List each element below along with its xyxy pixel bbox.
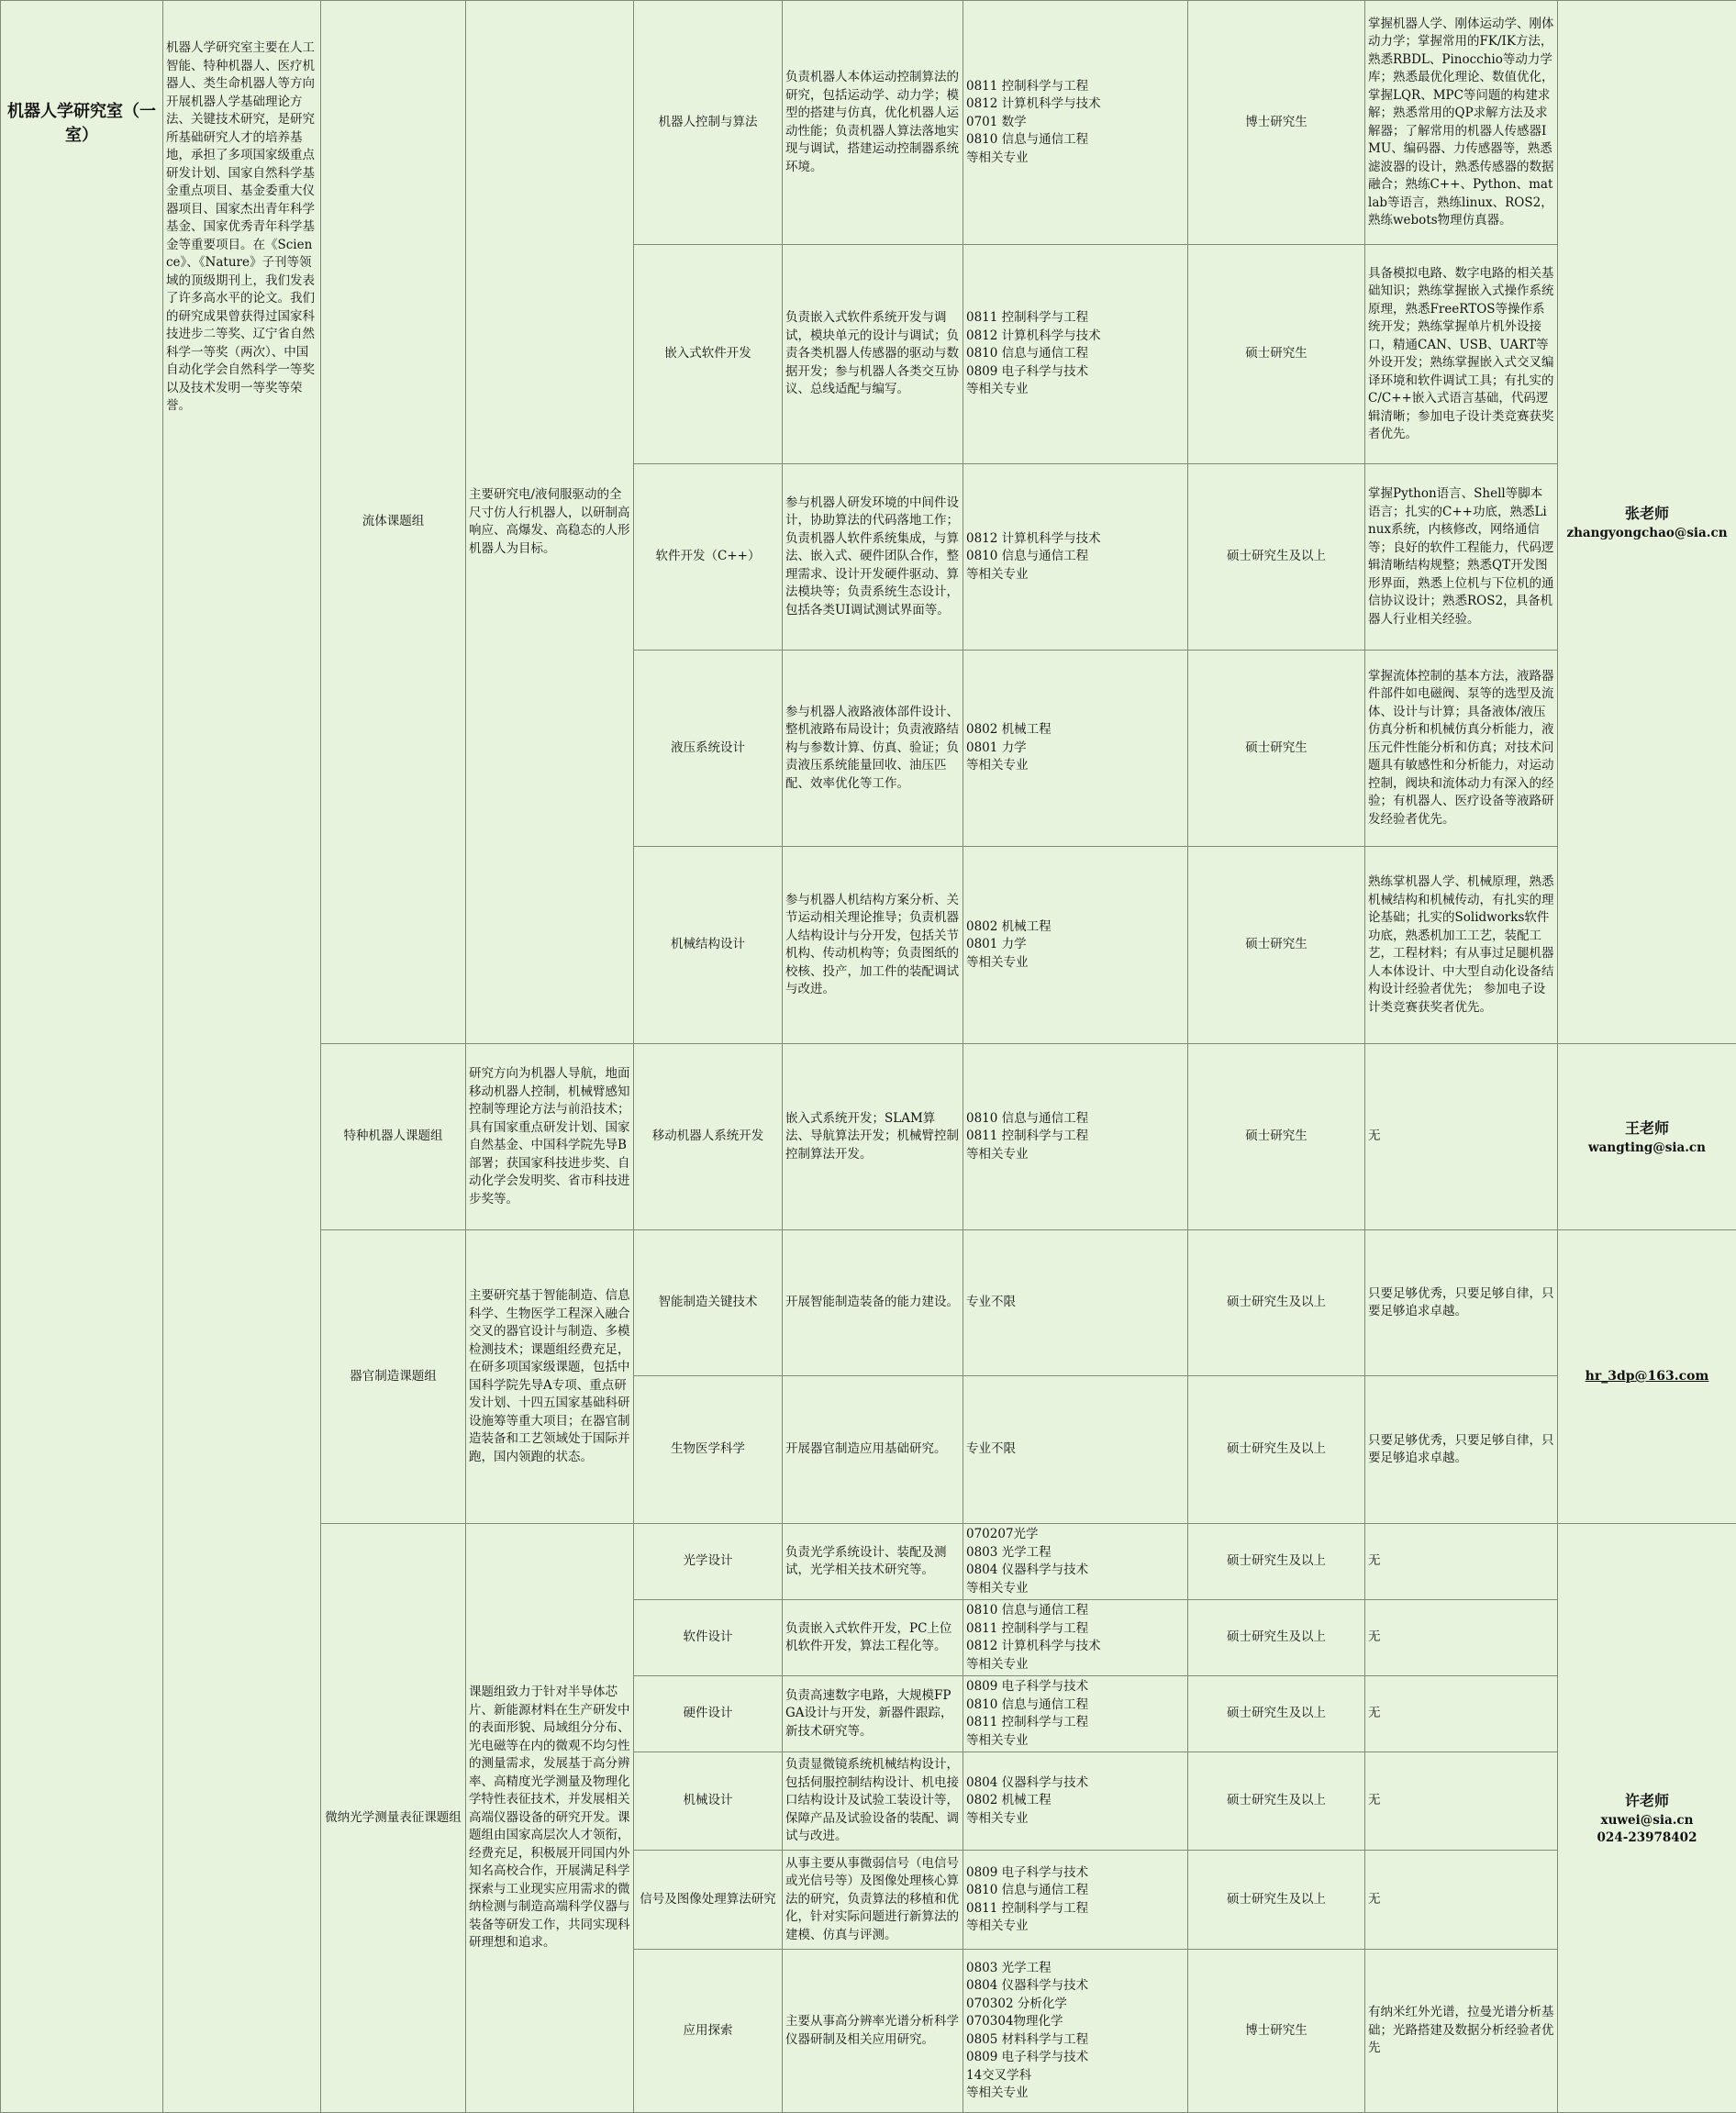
group-desc: 研究方向为机器人导航，地面移动机器人控制，机械臂感知控制等理论方法与前沿技术；具有国家重点研发计划、国家自然基金、中国科学院先导B部署；获国家科技进步奖、自动化学会发明奖、省市科技进步奖等。 bbox=[466, 1044, 634, 1230]
lab-intro: 机器人学研究室主要在人工智能、特种机器人、医疗机器人、类生命机器人等方向开展机器人学基础理论方法、关键技术研究，是研究所基础研究人才的培养基地，承担了多项国家级重点研发计划、国家自然科学基金重点项目、基金委重大仪器项目、国家杰出青年科学基金、国家优秀青年科学基金等重要项目。在《Science》、《Nature》子刊等领域的顶级期刊上，我们发表了许多高水平的论文。我们的研究成果曾获得过国家科技进步二等奖、辽宁省自然科学一等奖（两次）、中国自动化学会自然科学一等奖以及技术发明一等奖等荣誉。 bbox=[163, 1, 321, 2113]
position-duty: 开展智能制造装备的能力建设。 bbox=[783, 1230, 963, 1376]
position-degree: 博士研究生 bbox=[1188, 1950, 1365, 2113]
group-name: 微纳光学测量表征课题组 bbox=[321, 1524, 466, 2113]
position-title: 硬件设计 bbox=[634, 1676, 783, 1752]
position-major: 0812 计算机科学与技术 0810 信息与通信工程 等相关专业 bbox=[963, 464, 1188, 651]
position-major: 070207光学 0803 光学工程 0804 仪器科学与技术 等相关专业 bbox=[963, 1524, 1188, 1600]
position-duty: 负责光学系统设计、装配及测试，光学相关技术研究等。 bbox=[783, 1524, 963, 1600]
position-title: 智能制造关键技术 bbox=[634, 1230, 783, 1376]
position-degree: 硕士研究生 bbox=[1188, 1044, 1365, 1230]
position-major: 0804 仪器科学与技术 0802 机械工程 等相关专业 bbox=[963, 1752, 1188, 1851]
position-duty: 嵌入式系统开发；SLAM算法、导航算法开发；机械臂控制控制算法开发。 bbox=[783, 1044, 963, 1230]
position-duty: 参与机器人研发环境的中间件设计，协助算法的代码落地工作；负责机器人软件系统集成，与算法、嵌入式、硬件团队合作，整理需求、设计开发硬件驱动、算法模块等；负责系统生态设计，包括各类UI调试测试界面等。 bbox=[783, 464, 963, 651]
position-major: 0802 机械工程 0801 力学 等相关专业 bbox=[963, 847, 1188, 1044]
position-requirement: 只要足够优秀，只要足够自律，只要足够追求卓越。 bbox=[1365, 1376, 1558, 1524]
lab-name: 机器人学研究室（一室） bbox=[1, 1, 163, 2113]
position-degree: 硕士研究生及以上 bbox=[1188, 1752, 1365, 1851]
position-degree: 硕士研究生及以上 bbox=[1188, 1851, 1365, 1950]
position-degree: 硕士研究生及以上 bbox=[1188, 1524, 1365, 1600]
position-requirement: 掌握流体控制的基本方法，液路器件部件如电磁阀、泵等的选型及流体、设计与计算；具备液体/液压仿真分析和机械仿真分析能力，液压元件性能分析和仿真；对技术问题具有敏感性和分析能力，对运动控制，阀块和流体动力有深入的经验；有机器人、医疗设备等液路研发经验者优先。 bbox=[1365, 651, 1558, 847]
position-degree: 硕士研究生 bbox=[1188, 651, 1365, 847]
position-major: 0810 信息与通信工程 0811 控制科学与工程 等相关专业 bbox=[963, 1044, 1188, 1230]
position-requirement: 无 bbox=[1365, 1851, 1558, 1950]
position-major: 0811 控制科学与工程 0812 计算机科学与技术 0701 数学 0810 信息与通信工程 等相关专业 bbox=[963, 1, 1188, 245]
position-major: 专业不限 bbox=[963, 1376, 1188, 1524]
position-requirement: 无 bbox=[1365, 1752, 1558, 1851]
position-requirement: 无 bbox=[1365, 1044, 1558, 1230]
position-requirement: 无 bbox=[1365, 1676, 1558, 1752]
position-major: 0803 光学工程 0804 仪器科学与技术 070302 分析化学 070304物理化学 0805 材料科学与工程 0809 电子科学与技术 14交叉学科 等相关专业 bbox=[963, 1950, 1188, 2113]
position-title: 机械结构设计 bbox=[634, 847, 783, 1044]
position-requirement: 无 bbox=[1365, 1524, 1558, 1600]
position-major: 0811 控制科学与工程 0812 计算机科学与技术 0810 信息与通信工程 0809 电子科学与技术 等相关专业 bbox=[963, 245, 1188, 464]
contact-name: 许老师 bbox=[1561, 1790, 1733, 1812]
position-duty: 参与机器人液路液体部件设计、整机液路布局设计；负责液路结构与参数计算、仿真、验证；负责液压系统能量回收、油压匹配、效率优化等工作。 bbox=[783, 651, 963, 847]
position-major: 专业不限 bbox=[963, 1230, 1188, 1376]
position-degree: 硕士研究生及以上 bbox=[1188, 1600, 1365, 1676]
group-desc: 课题组致力于针对半导体芯片、新能源材料在生产研发中的表面形貌、局域组分分布、光电磁等在内的微观不均匀性的测量需求，发展基于高分辨率、高精度光学测量及物理化学特性表征技术，并发展相关高端仪器设备的研究开发。课题组由国家高层次人才领衔，经费充足，积极展开同国内外知名高校合作，开展满足科学探索与工业现实应用需求的微纳检测与制造高端科学仪器与装备等研发工作，共同实现科研理想和追求。 bbox=[466, 1524, 634, 2113]
position-duty: 主要从事高分辨率光谱分析科学仪器研制及相关应用研究。 bbox=[783, 1950, 963, 2113]
group-contact bbox=[1558, 1, 1736, 1044]
group-name: 流体课题组 bbox=[321, 1, 466, 1044]
position-degree: 硕士研究生 bbox=[1188, 847, 1365, 1044]
contact-email[interactable]: zhangyongchao@sia.cn bbox=[1561, 525, 1733, 542]
position-duty: 参与机器人机结构方案分析、关节运动相关理论推导；负责机器人结构设计与分开发，包括关节机构、传动机构等；负责图纸的校核、投产，加工件的装配调试与改进。 bbox=[783, 847, 963, 1044]
position-title: 嵌入式软件开发 bbox=[634, 245, 783, 464]
position-duty: 负责显微镜系统机械结构设计，包括伺服控制结构设计、机电接口结构设计及试验工装设计等，保障产品及试验设备的装配、调试与改进。 bbox=[783, 1752, 963, 1851]
position-major: 0809 电子科学与技术 0810 信息与通信工程 0811 控制科学与工程 等相关专业 bbox=[963, 1676, 1188, 1752]
position-major: 0810 信息与通信工程 0811 控制科学与工程 0812 计算机科学与技术 等相关专业 bbox=[963, 1600, 1188, 1676]
position-duty: 从事主要从事微弱信号（电信号或光信号等）及图像处理核心算法的研究，负责算法的移植和优化，针对实际问题进行新算法的建模、仿真与评测。 bbox=[783, 1851, 963, 1950]
position-duty: 负责嵌入式软件系统开发与调试，模块单元的设计与调试；负责各类机器人传感器的驱动与数据开发；参与机器人各类交互协议、总线适配与编写。 bbox=[783, 245, 963, 464]
contact-phone: 024-23978402 bbox=[1561, 1829, 1733, 1847]
position-title: 机器人控制与算法 bbox=[634, 1, 783, 245]
position-requirement: 只要足够优秀，只要足够自律，只要足够追求卓越。 bbox=[1365, 1230, 1558, 1376]
position-degree: 硕士研究生及以上 bbox=[1188, 1230, 1365, 1376]
position-major: 0802 机械工程 0801 力学 等相关专业 bbox=[963, 651, 1188, 847]
position-title: 应用探索 bbox=[634, 1950, 783, 2113]
position-title: 软件设计 bbox=[634, 1600, 783, 1676]
position-requirement: 有纳米红外光谱，拉曼光谱分析基础；光路搭建及数据分析经验者优先 bbox=[1365, 1950, 1558, 2113]
group-name: 特种机器人课题组 bbox=[321, 1044, 466, 1230]
position-requirement: 掌握机器人学、刚体运动学、刚体动力学；掌握常用的FK/IK方法，熟悉RBDL、Pinocchio等动力学库；熟悉最优化理论、数值优化，掌握LQR、MPC等问题的构建求解；熟悉常用的QP求解方法及求解器；了解常用的机器人传感器IMU、编码器、力传感器等，熟悉滤波器的设计，熟悉传感器的数据融合；熟练C++、Python、matlab等语言，熟练linux、ROS2，熟练webots物理仿真器。 bbox=[1365, 1, 1558, 245]
position-title: 软件开发（C++） bbox=[634, 464, 783, 651]
position-requirement: 具备模拟电路、数字电路的相关基础知识；熟练掌握嵌入式操作系统原理，熟悉FreeRTOS等操作系统开发；熟练掌握单片机外设接口，精通CAN、USB、UART等外设开发；熟练掌握嵌入式交叉编译环境和软件调试工具；有扎实的C/C++嵌入式语言基础，代码逻辑清晰；参加电子设计类竞赛获奖者优先。 bbox=[1365, 245, 1558, 464]
group-contact bbox=[1558, 1230, 1736, 1524]
contact-name: 张老师 bbox=[1561, 503, 1733, 525]
position-title: 移动机器人系统开发 bbox=[634, 1044, 783, 1230]
contact-email[interactable]: hr_3dp@163.com bbox=[1561, 1368, 1733, 1385]
position-degree: 硕士研究生及以上 bbox=[1188, 1676, 1365, 1752]
contact-email[interactable]: xuwei@sia.cn bbox=[1561, 1812, 1733, 1829]
position-requirement: 熟练掌机器人学、机械原理，熟悉机械结构和机械传动，有扎实的理论基础；扎实的Solidworks软件功底，熟悉机加工工艺，装配工艺，工程材料；有从事过足腿机器人本体设计、中大型自动化设备结构设计经验者优先； 参加电子设计类竞赛获奖者优先。 bbox=[1365, 847, 1558, 1044]
position-title: 液压系统设计 bbox=[634, 651, 783, 847]
group-desc: 主要研究电/液伺服驱动的全尺寸仿人行机器人，以研制高响应、高爆发、高稳态的人形机器人为目标。 bbox=[466, 1, 634, 1044]
group-contact bbox=[1558, 1524, 1736, 2113]
position-title: 生物医学科学 bbox=[634, 1376, 783, 1524]
group-name: 器官制造课题组 bbox=[321, 1230, 466, 1524]
group-desc: 主要研究基于智能制造、信息科学、生物医学工程深入融合交叉的器官设计与制造、多模检测技术；课题组经费充足，在研多项国家级课题，包括中国科学院先导A专项、重点研发计划、十四五国家基础科研设施筹等重大项目；在器官制造装备和工艺领域处于国际并跑，国内领跑的状态。 bbox=[466, 1230, 634, 1524]
position-duty: 负责高速数字电路，大规模FPGA设计与开发，新器件跟踪，新技术研究等。 bbox=[783, 1676, 963, 1752]
position-title: 光学设计 bbox=[634, 1524, 783, 1600]
contact-name: 王老师 bbox=[1561, 1118, 1733, 1140]
position-degree: 硕士研究生及以上 bbox=[1188, 464, 1365, 651]
position-requirement: 无 bbox=[1365, 1600, 1558, 1676]
position-duty: 开展器官制造应用基础研究。 bbox=[783, 1376, 963, 1524]
contact-email[interactable]: wangting@sia.cn bbox=[1561, 1140, 1733, 1157]
position-major: 0809 电子科学与技术 0810 信息与通信工程 0811 控制科学与工程 等相关专业 bbox=[963, 1851, 1188, 1950]
position-title: 机械设计 bbox=[634, 1752, 783, 1851]
position-degree: 硕士研究生 bbox=[1188, 245, 1365, 464]
position-degree: 博士研究生 bbox=[1188, 1, 1365, 245]
position-duty: 负责机器人本体运动控制算法的研究，包括运动学、动力学；模型的搭建与仿真，优化机器人运动性能；负责机器人算法落地实现与调试，搭建运动控制器系统环境。 bbox=[783, 1, 963, 245]
position-title: 信号及图像处理算法研究 bbox=[634, 1851, 783, 1950]
position-degree: 硕士研究生及以上 bbox=[1188, 1376, 1365, 1524]
position-duty: 负责嵌入式软件开发，PC上位机软件开发，算法工程化等。 bbox=[783, 1600, 963, 1676]
group-contact bbox=[1558, 1044, 1736, 1230]
position-requirement: 掌握Python语言、Shell等脚本语言；扎实的C++功底，熟悉Linux系统，内核修改，网络通信等；良好的软件工程能力，代码逻辑清晰结构规整；熟悉QT开发图形界面，熟悉上位机与下位机的通信协议设计；熟悉ROS2，具备机器人行业相关经验。 bbox=[1365, 464, 1558, 651]
